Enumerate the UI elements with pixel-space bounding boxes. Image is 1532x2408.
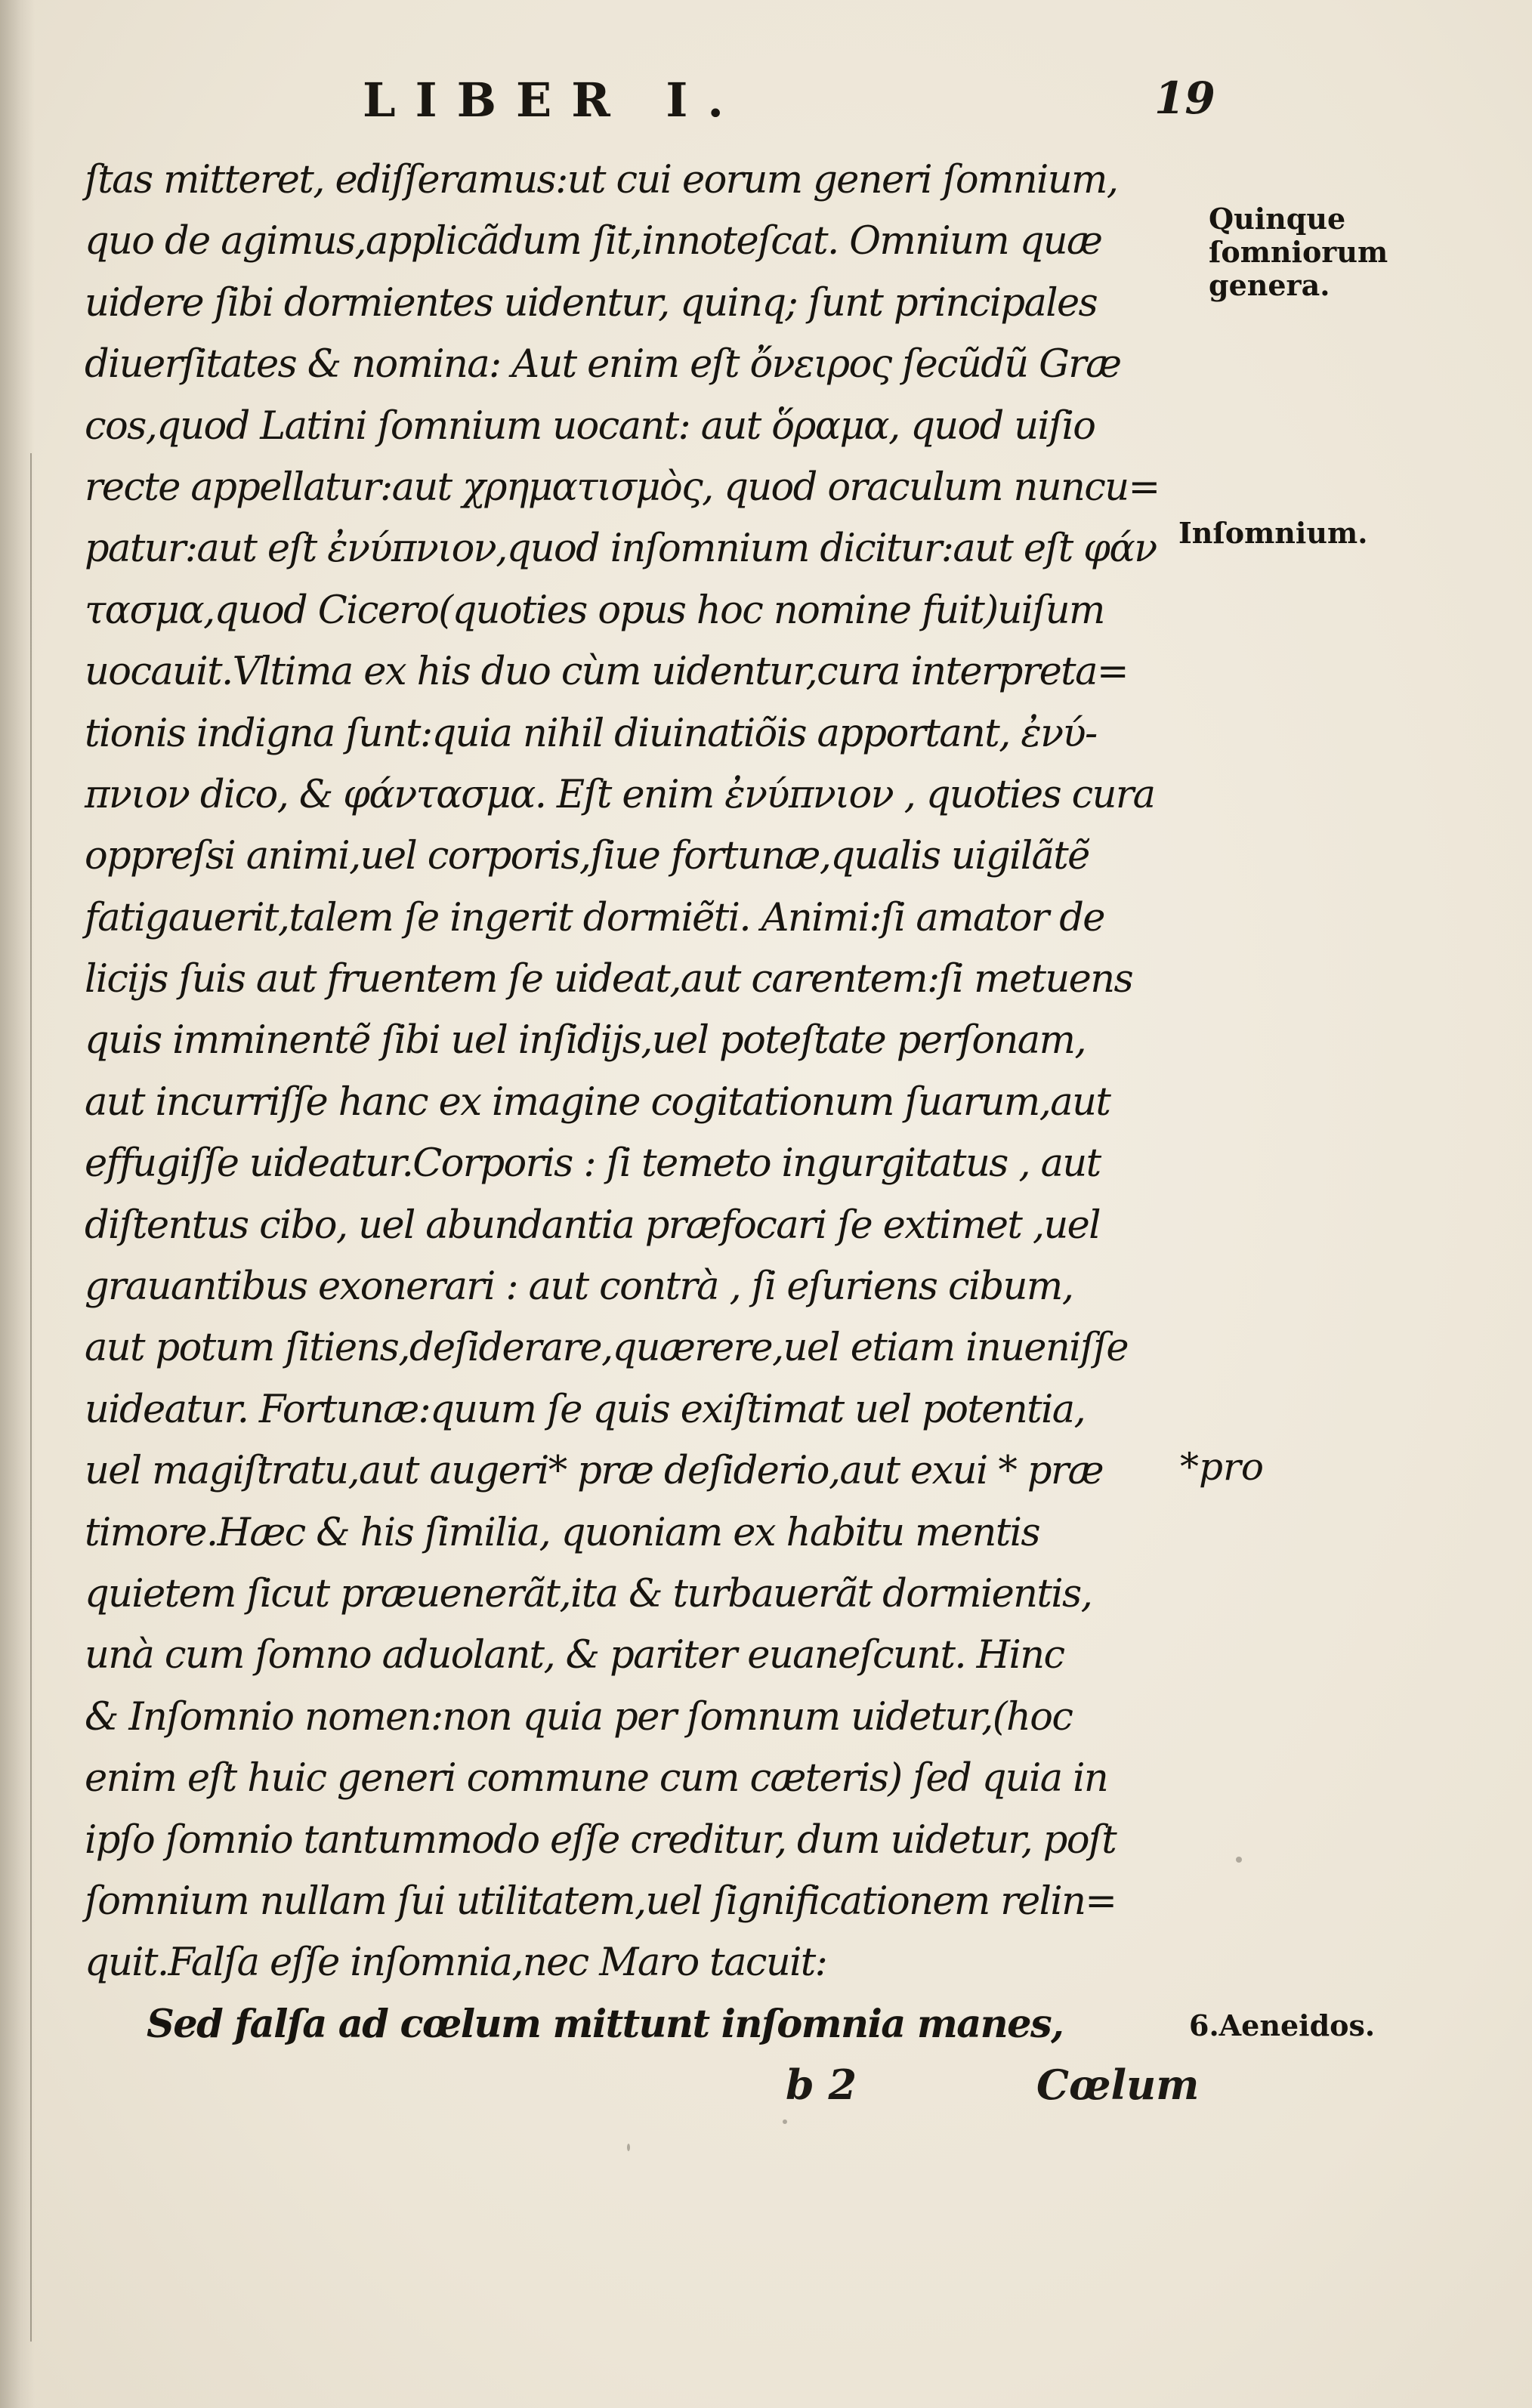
- text-line: uocauit.Vltima ex his duo cùm uidentur,cura interpreta=: [85, 650, 1129, 695]
- margin-note-insomnium: Inſomnium.: [1178, 516, 1368, 550]
- text-line: timore.Hæc & his ſimilia, quoniam ex habitu mentis: [85, 1510, 1039, 1555]
- text-line: quis imminentẽ ſibi uel inſidijs,uel poteſtate perſonam,: [85, 1018, 1086, 1064]
- text-line: ſomnium nullam ſui utilitatem,uel ſignificationem relin=: [85, 1879, 1117, 1924]
- text-line: uel magiſtratu,aut augeri* præ deſiderio,aut exui * præ: [85, 1449, 1103, 1494]
- text-line: diſtentus cibo, uel abundantia præfocari ſe extimet ,uel: [85, 1202, 1100, 1248]
- text-line: aut incurriſſe hanc ex imagine cogitationum ſuarum,aut: [85, 1079, 1110, 1125]
- margin-note-dream-kinds: Quinque ſomniorum genera.: [1209, 202, 1388, 302]
- text-line: licijs ſuis aut fruentem ſe uideat,aut carentem:ſi metuens: [85, 957, 1133, 1002]
- text-line: tionis indigna ſunt:quia nihil diuinatiõis apportant, ἐνύ-: [85, 711, 1097, 756]
- text-line: ſtas mitteret, ediſſeramus:ut cui eorum generi ſomnium,: [85, 158, 1118, 202]
- text-line: & Inſomnio nomen:non quia per ſomnum uidetur,(hoc: [85, 1694, 1073, 1740]
- text-line: τασμα,quod Cicero(quoties opus hoc nomine fuit)uiſum: [85, 588, 1104, 633]
- text-line: uidere ſibi dormientes uidentur, quinq; ſunt principales: [85, 280, 1098, 326]
- text-line: enim eſt huic generi commune cum cæteris) ſed quia in: [85, 1756, 1108, 1801]
- text-line: quo de agimus,applicãdum ſit,innoteſcat. Omnium quæ: [85, 219, 1102, 264]
- text-line: grauantibus exonerari : aut contrà , ſi eſuriens cibum,: [85, 1264, 1073, 1310]
- text-line: cos,quod Latini ſomnium uocant: aut ὅραμα, quod uiſio: [85, 403, 1095, 449]
- margin-note-pro: *pro: [1180, 1445, 1265, 1489]
- text-line: effugiſſe uideatur.Corporis : ſi temeto ingurgitatus , aut: [85, 1141, 1101, 1187]
- folio-number: 19: [1154, 73, 1215, 124]
- text-line: quit.Falſa eſſe inſomnia,nec Maro tacuit:: [85, 1940, 827, 1986]
- text-line: oppreſsi animi,uel corporis,ſiue fortunæ,qualis uigilãtẽ: [85, 834, 1089, 879]
- text-line: diuerſitates & nomina: Aut enim eſt ὄνειρος ſecũdũ Græ: [85, 342, 1121, 387]
- text-line: ipſo ſomnio tantummodo eſſe creditur, dum uidetur, poſt: [85, 1817, 1117, 1863]
- text-line: aut potum ſitiens,deſiderare,quærere,uel etiam inueniſſe: [85, 1326, 1128, 1371]
- text-line: unà cum ſomno aduolant, & pariter euaneſcunt. Hinc: [85, 1633, 1064, 1678]
- text-line: patur:aut eſt ἐνύπνιον,quod inſomnium dicitur:aut eſt φάν: [85, 526, 1157, 572]
- ink-speck: [783, 2119, 787, 2124]
- ink-speck: [1236, 1857, 1242, 1863]
- ink-speck: [627, 2144, 630, 2151]
- text-line: uideatur. Fortunæ:quum ſe quis exiſtimat uel potentia,: [85, 1387, 1086, 1432]
- text-line: quietem ſicut præuenerãt,ita & turbauerãt dormientis,: [85, 1571, 1092, 1616]
- page-header: [0, 73, 1532, 133]
- verse-quotation: Sed falſa ad cœlum mittunt inſomnia manes,: [147, 2001, 1064, 2047]
- margin-note-aeneid-reference: 6.Aeneidos.: [1189, 2008, 1376, 2042]
- main-text-block: [85, 150, 1172, 2055]
- text-line: recte appellatur:aut χρηματισμὸς, quod oraculum nuncu=: [85, 465, 1160, 510]
- gutter-edge-line: [30, 453, 32, 2342]
- signature-mark: b 2: [786, 2061, 857, 2109]
- running-title: LIBER I.: [363, 73, 743, 128]
- text-line: fatigauerit,talem ſe ingerit dormiẽti. Animi:ſi amator de: [85, 895, 1104, 940]
- text-line: πνιον dico, & φάντασμα. Eſt enim ἐνύπνιον , quoties cura: [85, 772, 1155, 817]
- catchword: Cœlum: [1036, 2061, 1200, 2109]
